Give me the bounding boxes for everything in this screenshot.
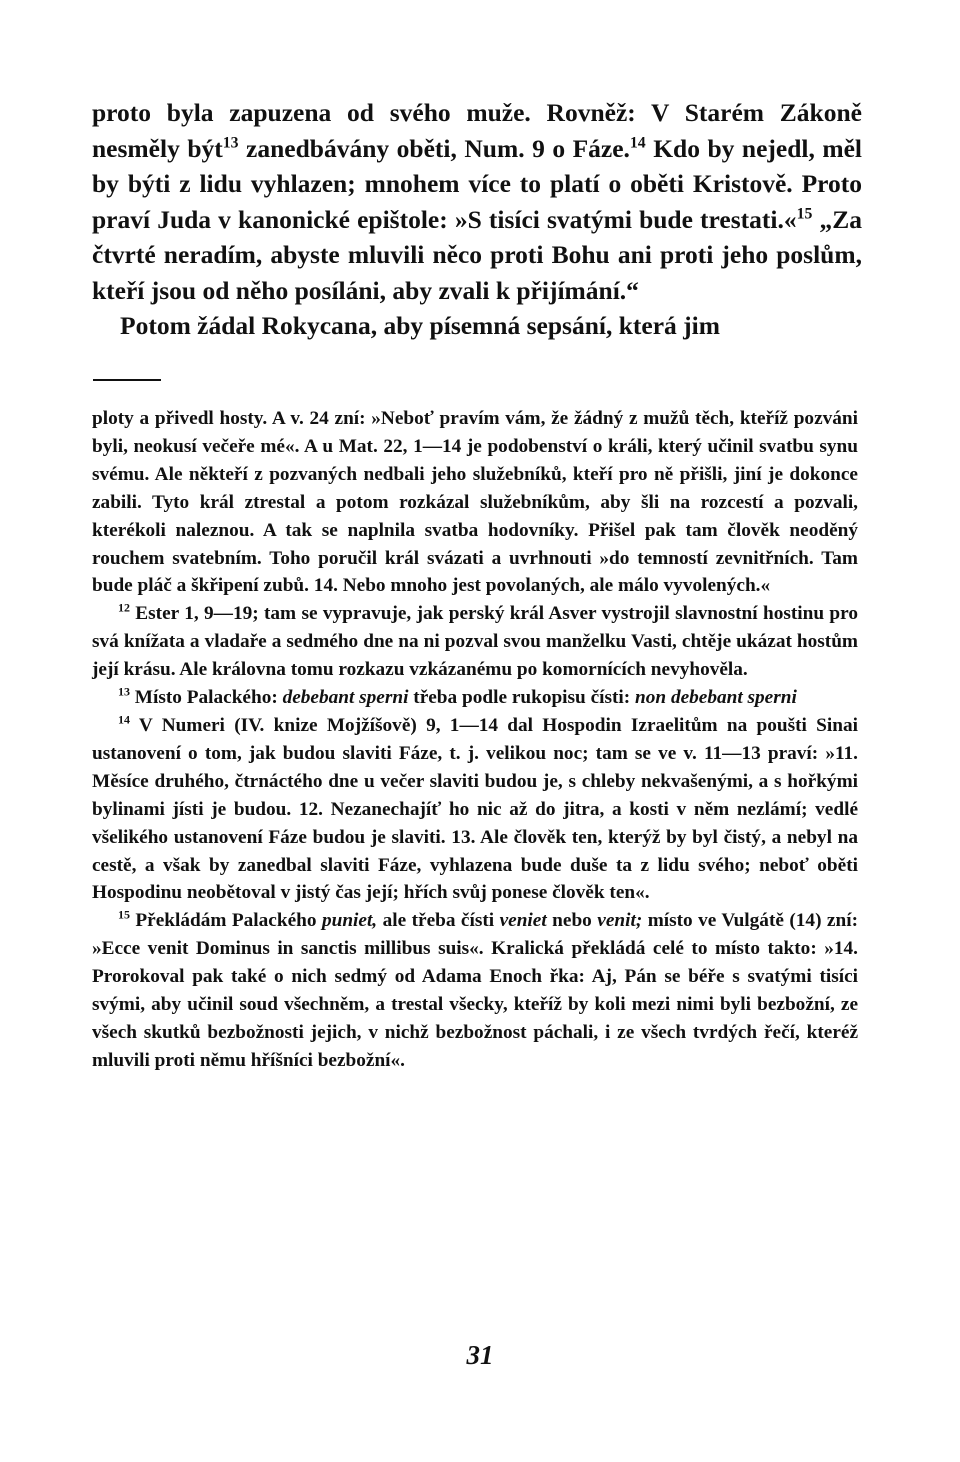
footnote-italic: non debebant sperni	[635, 687, 797, 709]
text-run: zanedbávány oběti, Num. 9 o Fáze.	[238, 133, 630, 163]
page-number: 31	[466, 1340, 494, 1370]
footnote-13	[92, 684, 858, 712]
text-run: Kdo by nejedl, měl by býti z lidu vyhlazen; mnohem více to platí o oběti Kristově. Proto praví Juda v kanonické epištole: »S tisíci svatými bude trestati.«	[92, 133, 862, 234]
text-run: „Za čtvrté neradím, abyste mluvili něco proti Bohu ani proti jeho poslům, kteří jsou od něho posíláni, aby zvali k přijímání.“	[92, 204, 862, 305]
footnote-number: 14	[118, 712, 130, 727]
main-paragraph-2: Potom žádal Rokycana, aby písemná sepsání, která jim	[120, 311, 720, 340]
footnote-number: 15	[118, 907, 130, 922]
footnotes	[92, 405, 858, 1075]
footnote-text: Ester 1, 9—19; tam se vypravuje, jak perský král Asver vystrojil slavnostní hostinu pro svá knížata a vladaře a sedmého dne na ni pozval svou manželku Vasti, chtěje ukázat hostům její krásu. Ale královna tomu rozkazu vzkázanému po komornících nevyhověla.	[92, 603, 858, 681]
footnote-text: třeba podle rukopisu čísti:	[408, 687, 636, 709]
footnote-continuation: ploty a přivedl hosty. A v. 24 zní: »Neboť pravím vám, že žádný z mužů těch, kteříž pozváni byli, neokusí večeře mé«. A u Mat. 22, 1—14 je podobenství o králi, který učinil svatbu synu svému. Ale někteří z pozvaných nedbali jeho služebníků, kteří pro ně přišli, jiní je dokonce zabili. Tyto král ztrestal a potom rozkázal služebníkům, aby šli na rozcestí a pozvali, kterékoli naleznou. A tak se naplnila svatba hodovníky. Přišel pak tam člověk neoděný rouchem svatebním. Toho poručil král svázati a uvrhnouti »do temností zevnitřních. Tam bude pláč a škřipení zubů. 14. Nebo mnoho jest povolaných, ale málo vyvolených.«	[92, 408, 858, 597]
footnote-italic: debebant sperni	[282, 687, 409, 709]
footnote-text: Překládám Palackého	[129, 910, 322, 932]
footnote-14	[92, 712, 858, 907]
footnote-text: ale třeba čísti	[377, 910, 500, 932]
footnote-text: místo ve Vulgátě (14) zní: »Ecce venit Dominus in sanctis millibus suis«. Kralická překládá celé to místo takto: »14. Prorokoval pak také o nich sedmý od Adama Enoch řka: Aj, Pán se béře s svatými tisíci svými, aby učinil soud všechněm, a trestal všecky, kteříž by koli mezi nimi byli bezbožní, ze všech skutků bezbožnosti jejich, v nichž bezbožnost páchali, i ze všech tvrdých řečí, kteréž mluvili proti němu hříšníci bezbožní«.	[92, 910, 858, 1071]
footnote-text: nebo	[546, 910, 598, 932]
footnote-italic: veniet	[499, 910, 547, 932]
main-text	[92, 95, 862, 344]
text-run: proto byla zapuzena od svého muže. Rovněž: V Starém Zákoně nesměly být	[92, 98, 862, 163]
footnote-12	[92, 600, 858, 684]
footnote-text: V Numeri (IV. knize Mojžíšově) 9, 1—14 dal Hospodin Izraelitům na poušti Sinai ustanovení o tom, jak budou slaviti Fáze, t. j. velikou noc; tam se ve v. 11—13 praví: »11. Měsíce druhého, čtrnáctého dne u večer slaviti budou je, s chleby nekvašenými, a s hořkými bylinami jísti je budou. 12. Nezanechajíť ho nic až do jitra, a kosti v něm nezlámí; vedlé všelikého ustanovení Fáze budou je slaviti. 13. Ale člověk ten, kterýž by byl čistý, a nebyl na cestě, a však by zanedbal slaviti Fáze, vyhlazena bude duše ta z lidu svého; neboť oběti Hospodinu neobětoval v jistý čas její; hřích svůj ponese člověk ten«.	[92, 714, 858, 904]
footnote-15	[92, 907, 858, 1074]
footnote-ref-15: 15	[796, 205, 813, 222]
footnote-number: 13	[118, 684, 130, 699]
footnote-italic: venit;	[597, 910, 643, 932]
footnote-ref-13: 13	[222, 134, 239, 151]
footnote-separator	[93, 379, 161, 381]
footnote-italic: puniet,	[321, 910, 378, 932]
footnote-text: Místo Palackého:	[129, 687, 283, 709]
main-paragraph-1	[92, 95, 862, 308]
footnote-ref-14: 14	[629, 134, 646, 151]
footnote-number: 12	[118, 600, 130, 615]
